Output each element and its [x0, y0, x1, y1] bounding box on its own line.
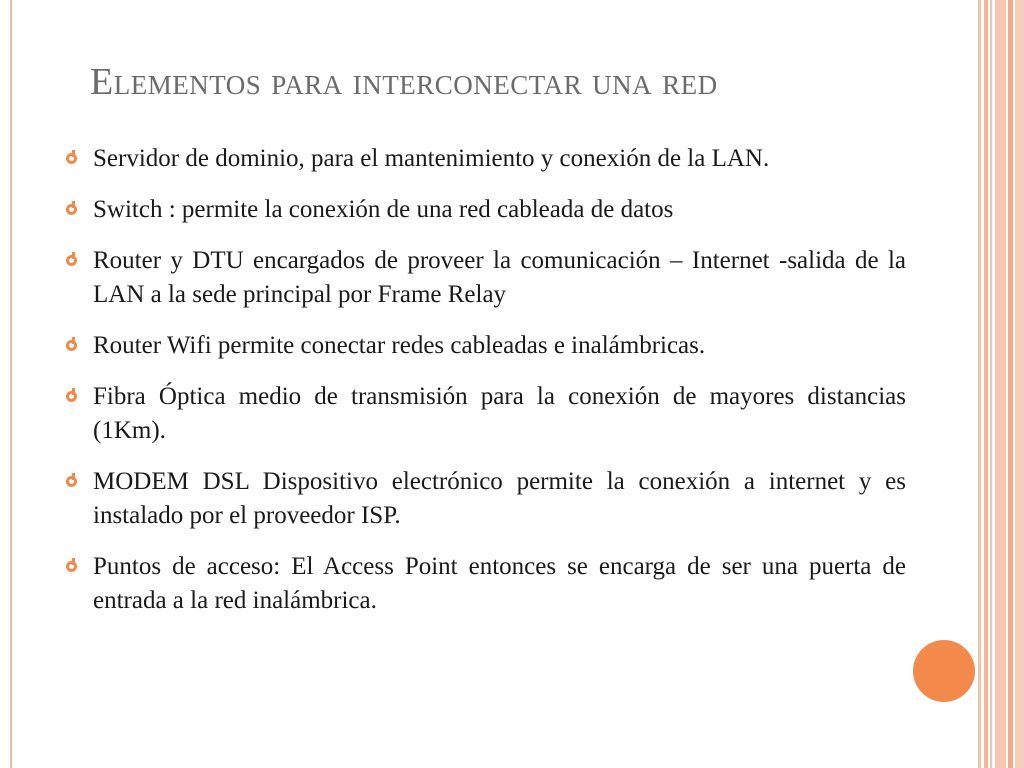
right-stripe — [1015, 0, 1024, 768]
bullet-item — [66, 550, 906, 618]
bullet-icon — [66, 153, 77, 164]
right-stripe — [984, 0, 988, 768]
bullet-icon — [66, 204, 77, 215]
bullet-text: Switch : permite la conexión de una red cableada de datos — [93, 196, 674, 223]
bullet-icon — [66, 561, 77, 572]
bullet-text: Puntos de acceso: El Access Point entonces se encarga de ser una puerta de entrada a la red inalámbrica. — [93, 553, 906, 614]
bullet-icon — [66, 391, 77, 402]
bullet-icon — [66, 476, 77, 487]
bullet-list — [66, 142, 906, 635]
left-border-line — [10, 0, 12, 768]
right-stripe — [990, 0, 992, 768]
right-stripe — [1008, 0, 1013, 768]
decorative-circle — [913, 640, 975, 702]
bullet-icon — [66, 255, 77, 266]
bullet-item — [66, 329, 906, 363]
bullet-text: Servidor de dominio, para el mantenimiento y conexión de la LAN. — [93, 145, 770, 172]
bullet-item — [66, 193, 906, 227]
bullet-icon — [66, 340, 77, 351]
right-stripe — [995, 0, 1006, 768]
bullet-item — [66, 465, 906, 533]
bullet-item — [66, 244, 906, 312]
bullet-text: Router y DTU encargados de proveer la comunicación – Internet -salida de la LAN a la sede principal por Frame Relay — [93, 247, 906, 308]
bullet-text: Router Wifi permite conectar redes cableadas e inalámbricas. — [93, 332, 706, 359]
right-stripe — [978, 0, 981, 768]
bullet-item — [66, 380, 906, 448]
bullet-text: MODEM DSL Dispositivo electrónico permite la conexión a internet y es instalado por el proveedor ISP. — [93, 468, 906, 529]
slide-title: Elementos para interconectar una red — [90, 61, 718, 103]
bullet-item — [66, 142, 906, 176]
bullet-text: Fibra Óptica medio de transmisión para la conexión de mayores distancias (1Km). — [93, 383, 906, 444]
